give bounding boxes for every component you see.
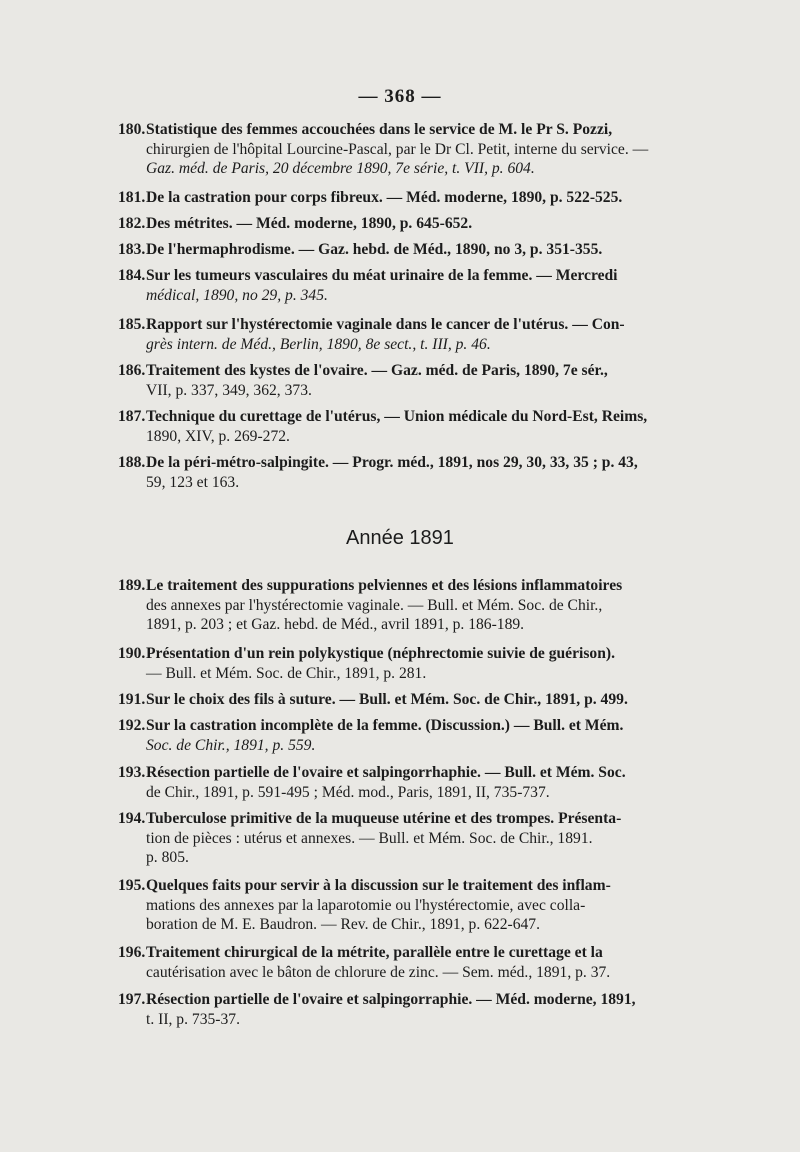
entry-line: grès intern. de Méd., Berlin, 1890, 8e sect., t. III, p. 46. <box>146 335 491 353</box>
entry-number: 182. <box>118 215 146 232</box>
entry-text: Technique du curettage de l'utérus, — Union médicale du Nord-Est, Reims, <box>146 408 648 425</box>
bibliography-entry-187 <box>118 407 703 446</box>
entry-text: Quelques faits pour servir à la discussion sur le traitement des inflam- <box>146 877 611 894</box>
bibliography-entry-181 <box>118 188 703 208</box>
entry-text: Présentation d'un rein polykystique (néphrectomie suivie de guérison). <box>146 645 615 662</box>
entry-line: Soc. de Chir., 1891, p. 559. <box>146 736 316 754</box>
entry-line: des annexes par l'hystérectomie vaginale. — Bull. et Mém. Soc. de Chir., <box>146 596 603 614</box>
entry-text: Sur le choix des fils à suture. — Bull. et Mém. Soc. de Chir., 1891, p. 499. <box>146 691 628 708</box>
entry-number: 195. <box>118 877 146 894</box>
entry-number: 192. <box>118 717 146 734</box>
entry-line: tion de pièces : utérus et annexes. — Bull. et Mém. Soc. de Chir., 1891. <box>146 829 593 847</box>
entry-text: Des métrites. — Méd. moderne, 1890, p. 645-652. <box>146 215 473 232</box>
entry-line <box>118 120 703 140</box>
entry-text: Statistique des femmes accouchées dans le service de M. le Pr S. Pozzi, <box>146 121 613 138</box>
bibliography-entry-182 <box>118 214 703 234</box>
entry-number: 191. <box>118 691 146 708</box>
entry-line: t. II, p. 735-37. <box>146 1010 240 1028</box>
bibliography-entry-197 <box>118 990 703 1029</box>
entry-text: Résection partielle de l'ovaire et salpingorraphie. — Méd. moderne, 1891, <box>146 991 636 1008</box>
section-heading-year: Année 1891 <box>346 527 454 549</box>
entry-number: 181. <box>118 189 146 206</box>
bibliography-entry-190 <box>118 644 703 683</box>
bibliography-entry-192 <box>118 716 703 755</box>
entry-text: Le traitement des suppurations pelviennes et des lésions inflammatoires <box>146 577 623 594</box>
entry-text: Rapport sur l'hystérectomie vaginale dans le cancer de l'utérus. — Con- <box>146 316 625 333</box>
entry-text: De l'hermaphrodisme. — Gaz. hebd. de Méd., 1890, no 3, p. 351-355. <box>146 241 603 258</box>
entry-line: cautérisation avec le bâton de chlorure de zinc. — Sem. méd., 1891, p. 37. <box>146 963 611 981</box>
bibliography-entry-186 <box>118 361 703 400</box>
entry-number: 186. <box>118 362 146 379</box>
entry-number: 180. <box>118 121 146 138</box>
entry-number: 197. <box>118 991 146 1008</box>
bibliography-entry-184 <box>118 266 703 305</box>
bibliography-entry-196 <box>118 943 703 982</box>
bibliography-entry-185 <box>118 315 703 354</box>
entry-line: médical, 1890, no 29, p. 345. <box>146 286 328 304</box>
entry-text: Traitement des kystes de l'ovaire. — Gaz. méd. de Paris, 1890, 7e sér., <box>146 362 608 379</box>
entry-number: 187. <box>118 408 146 425</box>
entry-line: — Bull. et Mém. Soc. de Chir., 1891, p. 281. <box>146 664 427 682</box>
entry-line: chirurgien de l'hôpital Lourcine-Pascal, par le Dr Cl. Petit, interne du service. — <box>146 140 649 158</box>
entry-number: 185. <box>118 316 146 333</box>
bibliography-entry-194 <box>118 809 703 868</box>
page-number: — 368 — <box>358 86 442 107</box>
bibliography-entry-180 <box>118 120 703 179</box>
bibliography-entry-191 <box>118 690 703 710</box>
bibliography-entry-188 <box>118 453 703 492</box>
bibliography-entry-183 <box>118 240 703 260</box>
entry-text: De la castration pour corps fibreux. — Méd. moderne, 1890, p. 522-525. <box>146 189 623 206</box>
entry-line: Gaz. méd. de Paris, 20 décembre 1890, 7e série, t. VII, p. 604. <box>146 160 535 177</box>
entry-number: 193. <box>118 764 146 781</box>
entry-number: 190. <box>118 645 146 662</box>
entry-number: 184. <box>118 267 146 284</box>
bibliography-entry-189 <box>118 576 703 635</box>
entry-number: 183. <box>118 241 146 258</box>
entry-number: 189. <box>118 577 146 594</box>
entry-line: 1890, XIV, p. 269-272. <box>146 427 290 445</box>
entry-number: 196. <box>118 944 146 961</box>
entry-number: 194. <box>118 810 146 827</box>
entry-text: Résection partielle de l'ovaire et salpingorrhaphie. — Bull. et Mém. Soc. <box>146 764 626 781</box>
bibliography-entry-195 <box>118 876 703 935</box>
entry-line: VII, p. 337, 349, 362, 373. <box>146 381 312 399</box>
entry-line: 1891, p. 203 ; et Gaz. hebd. de Méd., avril 1891, p. 186-189. <box>146 616 525 633</box>
entry-line: mations des annexes par la laparotomie ou l'hystérectomie, avec colla- <box>146 896 586 914</box>
entry-line: 59, 123 et 163. <box>146 473 240 491</box>
entry-line: p. 805. <box>146 849 189 866</box>
entry-text: Sur la castration incomplète de la femme. (Discussion.) — Bull. et Mém. <box>146 717 624 734</box>
entry-line: de Chir., 1891, p. 591-495 ; Méd. mod., Paris, 1891, II, 735-737. <box>146 783 550 801</box>
entry-text: Traitement chirurgical de la métrite, parallèle entre le curettage et la <box>146 944 603 961</box>
entry-text: Tuberculose primitive de la muqueuse utérine et des trompes. Présenta- <box>146 810 622 827</box>
entry-text: De la péri-métro-salpingite. — Progr. méd., 1891, nos 29, 30, 33, 35 ; p. 43, <box>146 454 638 471</box>
entry-text: Sur les tumeurs vasculaires du méat urinaire de la femme. — Mercredi <box>146 267 618 284</box>
bibliography-entry-193 <box>118 763 703 802</box>
entry-line: boration de M. E. Baudron. — Rev. de Chir., 1891, p. 622-647. <box>146 916 540 933</box>
entry-number: 188. <box>118 454 146 471</box>
